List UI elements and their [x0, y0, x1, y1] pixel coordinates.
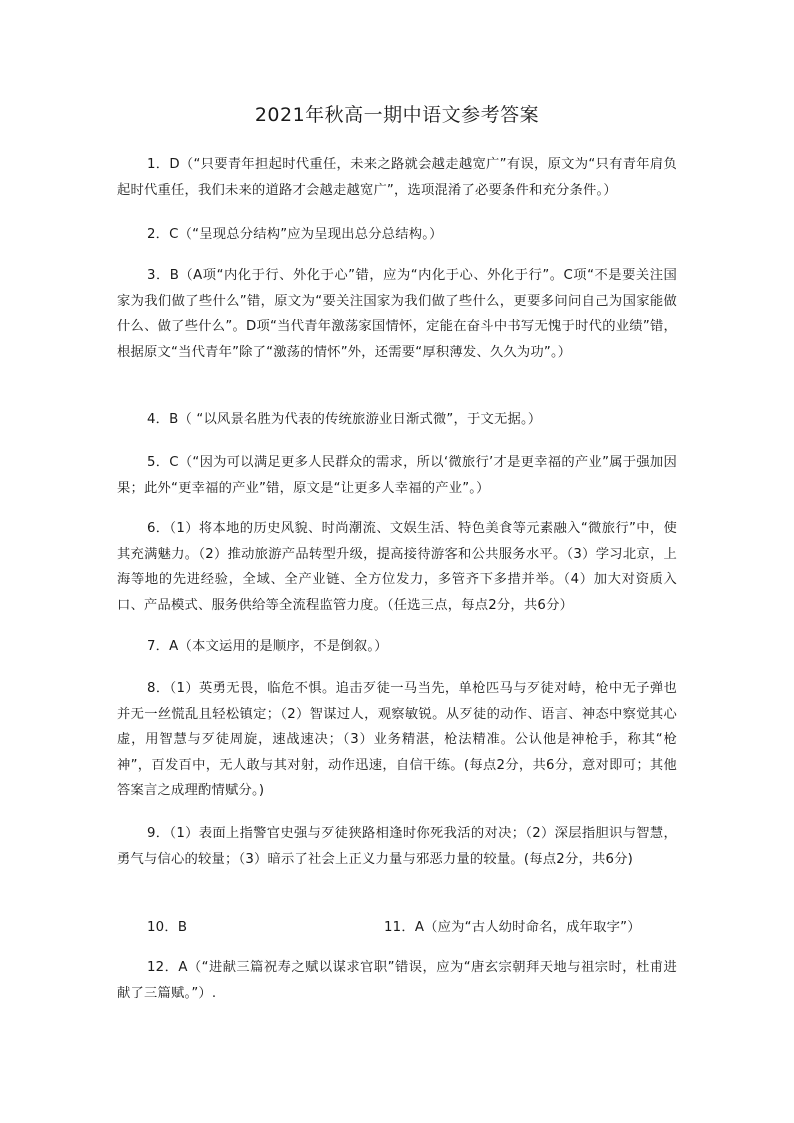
answer-3: 3．B（A项“内化于行、外化于心”错，应为“内化于心、外化于行”。C项“不是要关注国家为我们做了些什么”错，原文为“要关注国家为我们做了些什么，更要多问问自己为国家能做什么、做了些什么”。D项“当代青年激荡家国情怀，定能在奋斗中书写无愧于时代的业绩”错，根据原文“当代青年”除了“激荡的情怀”外，还需要“厚积薄发、久久为功”。）	[117, 268, 677, 360]
page-title: 2021年秋高一期中语文参考答案	[254, 104, 540, 126]
answer-4: 4．B（ “以风景名胜为代表的传统旅游业日渐式微”，于文无据。）	[147, 412, 542, 427]
answer-9: 9．（1）表面上指警官史强与歹徒狭路相逢时你死我活的对决；（2）深层指胆识与智慧，勇气与信心的较量；（3）暗示了社会上正义力量与邪恶力量的较量。(每点2分，共6分)	[117, 826, 677, 867]
answer-2: 2．C（“呈现总分结构”应为呈现出总分总结构。）	[147, 227, 443, 242]
answer-6: 6．（1）将本地的历史风貌、时尚潮流、文娱生活、特色美食等元素融入“微旅行”中，使其充满魅力。（2）推动旅游产品转型升级，提高接待游客和公共服务水平。（3）学习北京，上海等地的先进经验，全域、全产业链、全方位发力，多管齐下多措并举。（4）加大对资质入口、产品模式、服务供给等全流程监管力度。（任选三点，每点2分，共6分）	[117, 521, 677, 613]
answer-10: 10．B	[147, 920, 188, 935]
answer-5: 5．C（“因为可以满足更多人民群众的需求，所以‘微旅行’才是更幸福的产业”属于强加因果；此外“更幸福的产业”错，原文是“让更多人幸福的产业”。）	[117, 455, 677, 496]
answer-11: 11．A（应为“古人幼时命名，成年取字”）	[384, 920, 641, 935]
answer-1: 1．D（“只要青年担起时代重任，未来之路就会越走越宽广”有误，原文为“只有青年肩负起时代重任，我们未来的道路才会越走越宽广”，选项混淆了必要条件和充分条件。）	[117, 157, 677, 198]
answer-7: 7．A（本文运用的是顺序，不是倒叙。）	[147, 639, 388, 654]
answer-8: 8．（1）英勇无畏，临危不惧。追击歹徒一马当先，单枪匹马与歹徒对峙，枪中无子弹也并无一丝慌乱且轻松镇定；（2）智谋过人，观察敏锐。从歹徒的动作、语言、神态中察觉其心虚，用智慧与歹徒周旋，速战速决；（3）业务精湛，枪法精准。公认他是神枪手，称其“枪神”，百发百中，无人敢与其对射，动作迅速，自信干练。(每点2分，共6分，意对即可；其他答案言之成理酌情赋分。)	[117, 681, 677, 798]
answer-12: 12．A（“进献三篇祝寿之赋以谋求官职”错误，应为“唐玄宗朝拜天地与祖宗时，杜甫进献了三篇赋。”）.	[117, 960, 677, 1001]
